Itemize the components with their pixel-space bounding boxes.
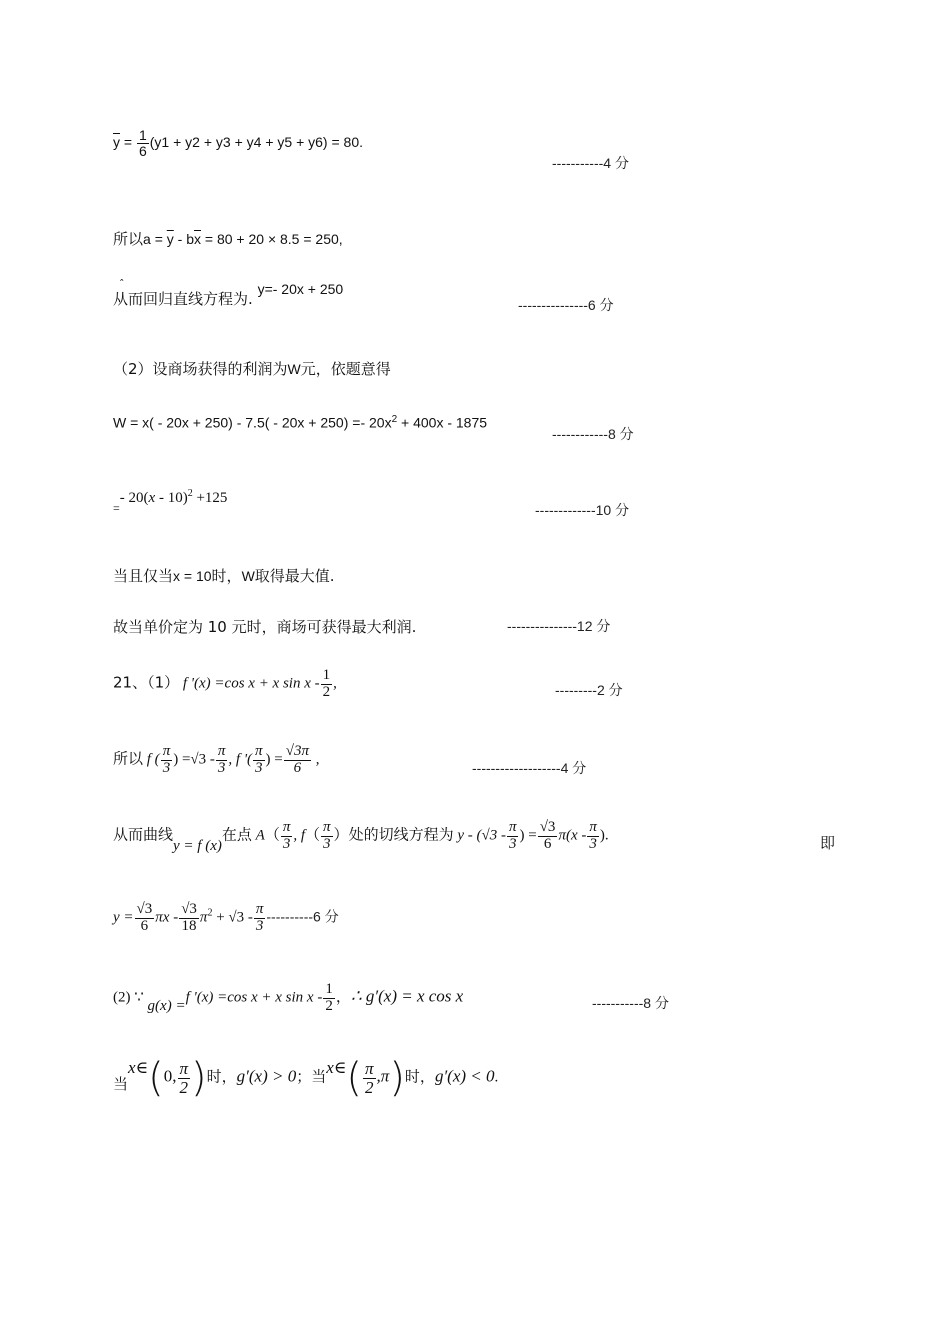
monotonicity: 当x∈(0, $\frac{\pi}{2}$ )时，g′(x) > 0；当x∈( $\frac{\pi}{2}$ ,π)时，g′(x) < 0. xyxy=(113,1055,499,1101)
mean-expression: (y1 + y2 + y3 + y4 + y5 + y6) = 80 xyxy=(149,133,360,150)
regression-line: 从而回归直线方程为. y=- 20x + 250 xyxy=(113,281,344,308)
score-6: ---------------6 分 xyxy=(518,297,614,313)
profit-function: $W = x( - 20x + 250) - 7.5( - 20x + 250) =- 20x^2 + 400x - 1875$ xyxy=(113,414,488,431)
conclusion: 故当单价定为 10 元时，商场可获得最大利润. xyxy=(113,618,417,636)
tangent-simplified: y = $\frac{√3}{6}$ πx - $\frac{√3}{18}$ $\pi^2 + √3$ - $\frac{\pi}{3}$ ----------6 分 xyxy=(113,901,339,934)
max-condition: 当且仅当x = 10时，W取得最大值. xyxy=(113,567,335,585)
intercept-line: 所以$a = \overline{y} - b\overline{x} = 80 + 20 \times 8.5 = 250$, xyxy=(113,230,343,248)
score-10: -------------10 分 xyxy=(535,502,630,518)
score-12: ---------------12 分 xyxy=(507,618,611,634)
y-bar: $\overline{y}$ xyxy=(113,133,120,150)
ji-label: 即 xyxy=(820,834,836,852)
fraction-one-sixth: $\frac{1}{6}$ xyxy=(138,127,147,159)
profit-vertex-form: $_=$- 20(x - 10)$^2$ +125 xyxy=(113,488,228,515)
part-2-intro: （2）设商场获得的利润为W元，依题意得 xyxy=(113,360,391,378)
score-4b: -------------------4 分 xyxy=(472,760,587,776)
score-6b: ----------6 分 xyxy=(266,908,339,925)
score-4: -----------4 分 xyxy=(552,155,629,171)
q21-derivative: 21、（1） f '(x) =cos x + x sin x - $\frac{1}{2}$ , xyxy=(113,667,337,700)
score-8: ------------8 分 xyxy=(552,426,634,442)
mean-y-formula: $\overline{y}$ = $\frac{1}{6}$ (y1 + y2 + y3 + y4 + y5 + y6) = 80. xyxy=(113,127,363,159)
y-hat: y xyxy=(257,281,265,297)
fraction-one-half: $\frac{1}{2}$ xyxy=(322,667,331,700)
score-2: ---------2 分 xyxy=(555,682,623,698)
hat-mark: ˆ xyxy=(119,278,125,291)
tangent-line-equation: 从而曲线y = f (x)在点 A（ $\frac{\pi}{3}$ , f（ $\frac{\pi}{3}$ ）处的切线方程为 y - (√3 - $\frac{\pi}{3}$ ) = $\frac{√3}{6}$ π(x - $\frac{\pi}{3}$ ). xyxy=(113,819,609,854)
g-definition: (2) ∵ g(x) =f '(x) =cos x + x sin x - $\frac{1}{2}$ ，∴ g′(x) = x cos x xyxy=(113,981,464,1014)
score-8b: -----------8 分 xyxy=(592,995,669,1011)
values-at-pi-3: 所以 f ( $\frac{\pi}{3}$ ) =√3 - $\frac{\pi}{3}$ , f '( $\frac{\pi}{3}$ ) = $\frac{√3\pi}{6}$ , xyxy=(113,743,320,776)
